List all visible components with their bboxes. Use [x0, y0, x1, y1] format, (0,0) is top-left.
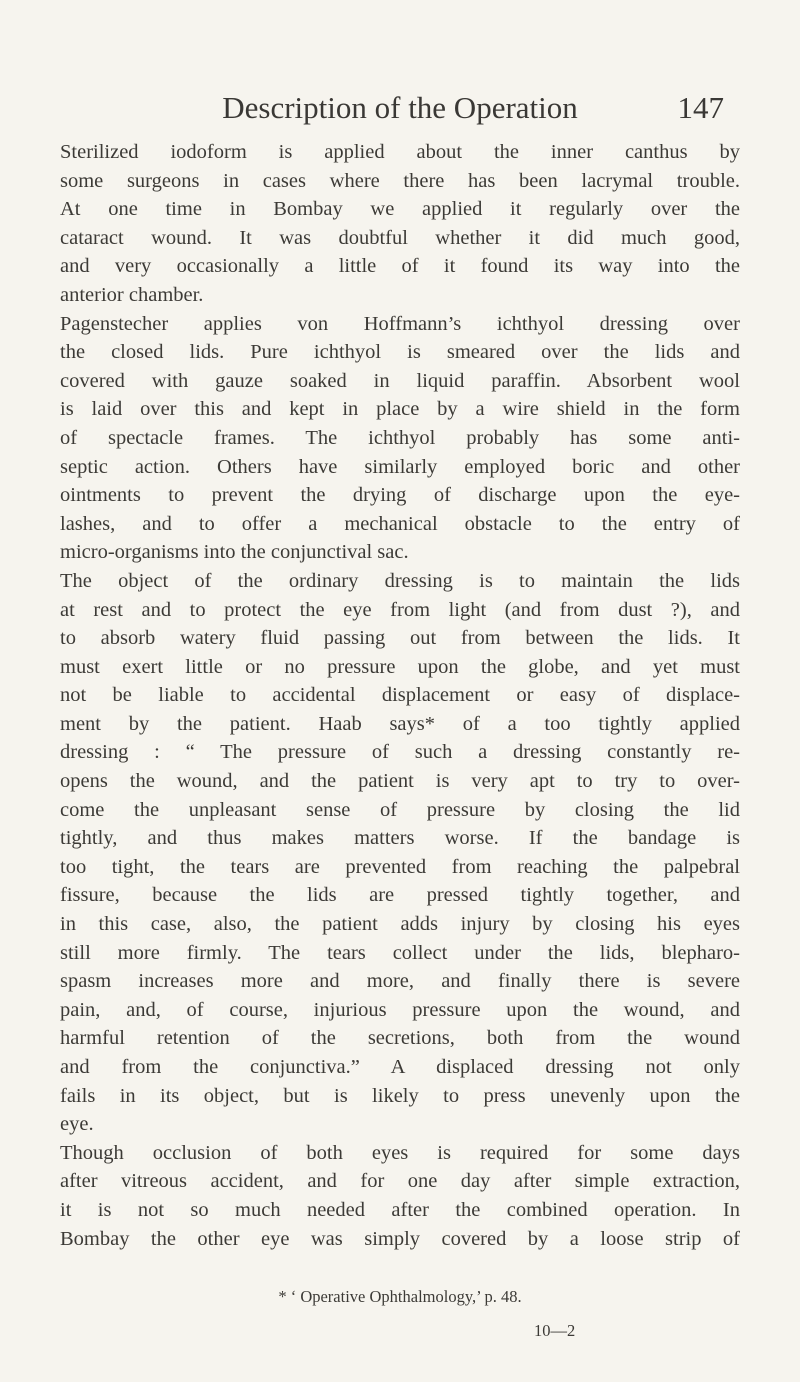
text-line: Bombay the other eye was simply covered by a loose strip of — [60, 1227, 740, 1250]
text-line: of spectacle frames. The ichthyol probably has some anti- — [60, 426, 740, 449]
footnote: * ‘ Operative Ophthalmology,’ p. 48. — [278, 1287, 522, 1306]
running-header — [0, 88, 800, 132]
text-line: septic action. Others have similarly employed boric and other — [60, 455, 740, 478]
text-line: it is not so much needed after the combined operation. In — [60, 1198, 740, 1221]
text-line: not be liable to accidental displacement or easy of displace- — [60, 684, 740, 707]
text-line: spasm increases more and more, and finally there is severe — [60, 970, 740, 993]
running-title: Description of the Operation — [222, 90, 578, 125]
text-line: micro-organisms into the conjunctival sac. — [60, 541, 409, 564]
text-line: still more firmly. The tears collect under the lids, blepharo- — [60, 941, 740, 964]
text-line: Sterilized iodoform is applied about the inner canthus by — [60, 141, 740, 163]
text-line: at rest and to protect the eye from light (and from dust ?), and — [60, 598, 740, 621]
text-line: too tight, the tears are prevented from reaching the palpebral — [60, 855, 740, 878]
text-line: ment by the patient. Haab says* of a too tightly applied — [60, 712, 740, 735]
text-line: come the unpleasant sense of pressure by closing the lid — [60, 798, 740, 821]
page-number: 147 — [677, 90, 724, 125]
text-line: harmful retention of the secretions, both from the wound — [60, 1027, 740, 1050]
text-line: fails in its object, but is likely to press unevenly upon the — [60, 1084, 740, 1107]
text-line: in this case, also, the patient adds injury by closing his eyes — [60, 913, 740, 936]
text-line: anterior chamber. — [60, 283, 204, 306]
text-line: At one time in Bombay we applied it regularly over the — [60, 198, 740, 221]
text-line: must exert little or no pressure upon the globe, and yet must — [60, 655, 740, 678]
text-line: to absorb watery fluid passing out from between the lids. It — [60, 627, 740, 650]
text-line: the closed lids. Pure ichthyol is smeared over the lids and — [60, 341, 740, 364]
text-line: opens the wound, and the patient is very apt to try to over- — [60, 770, 740, 793]
text-line: eye. — [60, 1113, 94, 1136]
text-line: and very occasionally a little of it found its way into the — [60, 255, 740, 278]
text-line: lashes, and to offer a mechanical obstacle to the entry of — [60, 512, 740, 535]
text-line: some surgeons in cases where there has been lacrymal trouble. — [60, 169, 740, 192]
text-line: cataract wound. It was doubtful whether it did much good, — [60, 226, 740, 249]
text-line: is laid over this and kept in place by a wire shield in the form — [60, 398, 740, 421]
signature-mark: 10—2 — [534, 1321, 576, 1340]
text-line: Though occlusion of both eyes is required for some days — [60, 1141, 740, 1164]
text-line: The object of the ordinary dressing is to maintain the lids — [60, 569, 740, 592]
text-line: fissure, because the lids are pressed tightly together, and — [60, 884, 740, 907]
text-line: covered with gauze soaked in liquid paraffin. Absorbent wool — [60, 369, 740, 392]
text-line: tightly, and thus makes matters worse. If the bandage is — [60, 827, 740, 850]
text-line: ointments to prevent the drying of discharge upon the eye- — [60, 484, 740, 507]
text-line: Pagenstecher applies von Hoffmann’s ichthyol dressing over — [60, 312, 740, 335]
body-text — [60, 138, 740, 1253]
text-line: dressing : “ The pressure of such a dressing constantly re- — [60, 741, 740, 764]
text-line: pain, and, of course, injurious pressure upon the wound, and — [60, 998, 740, 1021]
text-line: after vitreous accident, and for one day after simple extraction, — [60, 1170, 740, 1193]
text-line: and from the conjunctiva.” A displaced dressing not only — [60, 1056, 740, 1078]
